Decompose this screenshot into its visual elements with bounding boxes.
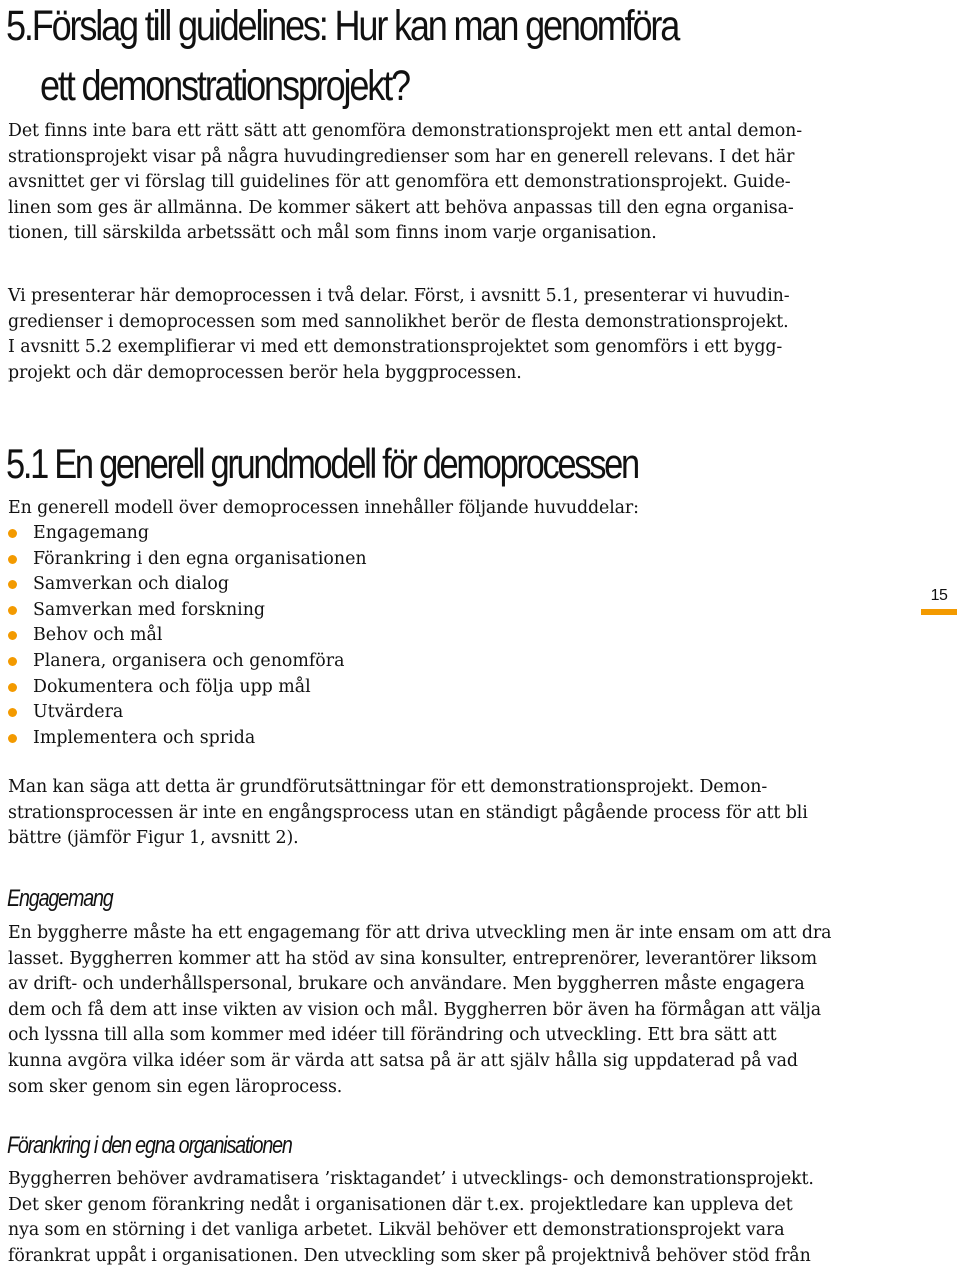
bullet-icon: [8, 529, 17, 538]
intro-paragraph-2: [8, 284, 790, 386]
bullet-icon: [8, 606, 17, 615]
list-item: [8, 623, 367, 649]
subheading-forankring: Förankring i den egna organisationen: [7, 1132, 292, 1159]
text-line: Byggherren behöver avdramatisera ’risktagandet’ i utvecklings- och demonstrationsprojekt.: [8, 1169, 814, 1189]
text-line: dem och få dem att inse vikten av vision och mål. Byggherren bör även ha förmågan att välja: [8, 999, 822, 1020]
list-item-label: Dokumentera och följa upp mål: [33, 676, 311, 697]
list-item: [8, 598, 367, 624]
engagemang-paragraph: [8, 921, 831, 1100]
chapter-heading-line-2: ett demonstrationsprojekt?: [40, 62, 409, 110]
text-line: och lyssna till alla som kommer med idéer till förändring och utveckling. Ett bra sätt att: [8, 1025, 777, 1046]
list-item: [8, 726, 367, 752]
list-item-label: Samverkan och dialog: [33, 574, 230, 595]
text-line: Det finns inte bara ett rätt sätt att genomföra demonstrationsprojekt men ett antal demon-: [8, 121, 803, 141]
text-line: projekt och där demoprocessen berör hela byggprocessen.: [8, 362, 522, 383]
bullet-icon: [8, 631, 17, 640]
list-item-label: Utvärdera: [33, 702, 124, 723]
bullet-icon: [8, 683, 17, 692]
text-line: kunna avgöra vilka idéer som är värda att satsa på är att själv hålla sig uppdaterad på vad: [8, 1050, 798, 1071]
bullet-icon: [8, 657, 17, 666]
list-item: [8, 675, 367, 701]
text-line: strationsprocessen är inte en engångsprocess utan en ständigt pågående process för att bli: [8, 802, 808, 823]
section-closing-paragraph: [8, 775, 808, 852]
text-line: Man kan säga att detta är grundförutsättningar för ett demonstrationsprojekt. Demon-: [8, 777, 768, 797]
list-item: [8, 547, 367, 573]
page-number-label: 15: [930, 587, 948, 604]
list-item-label: Behov och mål: [33, 625, 163, 646]
main-parts-list: [8, 521, 367, 751]
list-item-label: Samverkan med forskning: [33, 599, 266, 620]
text-line: som sker genom sin egen läroprocess.: [8, 1076, 343, 1097]
text-line: I avsnitt 5.2 exemplifierar vi med ett demonstrationsprojektet som genomförs i ett bygg-: [8, 337, 783, 358]
text-line: nya som en störning i det vanliga arbetet. Likväl behöver ett demonstrationsprojekt vara: [8, 1220, 785, 1241]
list-item-label: Förankring i den egna organisationen: [33, 548, 367, 569]
list-item-label: Engagemang: [33, 523, 150, 543]
text-line: bättre (jämför Figur 1, avsnitt 2).: [8, 828, 299, 849]
page-number-bar: [921, 609, 957, 615]
chapter-heading-line-1: 5.Förslag till guidelines: Hur kan man genomföra: [6, 2, 679, 50]
list-item: [8, 649, 367, 675]
section-heading: 5.1 En generell grundmodell för demoprocessen: [6, 440, 638, 487]
bullet-icon: [8, 734, 17, 743]
list-item-label: Implementera och sprida: [33, 727, 256, 748]
text-line: Vi presenterar här demoprocessen i två delar. Först, i avsnitt 5.1, presenterar vi huvudin-: [8, 286, 790, 306]
section-lead: [8, 496, 639, 522]
text-line: tionen, till särskilda arbetssätt och mål som finns inom varje organisation.: [8, 223, 657, 244]
list-item: [8, 521, 367, 547]
text-line: En generell modell över demoprocessen innehåller följande huvuddelar:: [8, 498, 639, 518]
list-item: [8, 700, 367, 726]
bullet-icon: [8, 708, 17, 717]
text-line: strationsprojekt visar på några huvudingredienser som har en generell relevans. I det här: [8, 146, 795, 167]
intro-paragraph-1: [8, 119, 802, 247]
text-line: linen som ges är allmänna. De kommer säkert att behöva anpassas till den egna organisa-: [8, 197, 794, 218]
text-line: förankrat uppåt i organisationen. Den utveckling som sker på projektnivå behöver stöd från: [8, 1245, 811, 1266]
page-number: [921, 587, 957, 615]
subheading-engagemang: Engagemang: [7, 885, 113, 912]
text-line: av drift- och underhållspersonal, brukare och användare. Men byggherren måste engagera: [8, 974, 805, 995]
list-item: [8, 572, 367, 598]
text-line: En byggherre måste ha ett engagemang för att driva utveckling men är inte ensam om att dra: [8, 923, 832, 943]
text-line: lasset. Byggherren kommer att ha stöd av sina konsulter, entreprenörer, leverantörer liksom: [8, 948, 817, 969]
bullet-icon: [8, 555, 17, 564]
text-line: Det sker genom förankring nedåt i organisationen där t.ex. projektledare kan uppleva det: [8, 1194, 793, 1215]
list-item-label: Planera, organisera och genomföra: [33, 650, 345, 671]
text-line: gredienser i demoprocessen som med sannolikhet berör de flesta demonstrationsprojekt.: [8, 311, 789, 332]
bullet-icon: [8, 580, 17, 589]
text-line: avsnittet ger vi förslag till guidelines för att genomföra ett demonstrationsprojekt. Guide-: [8, 172, 791, 193]
forankring-paragraph: [8, 1167, 814, 1269]
